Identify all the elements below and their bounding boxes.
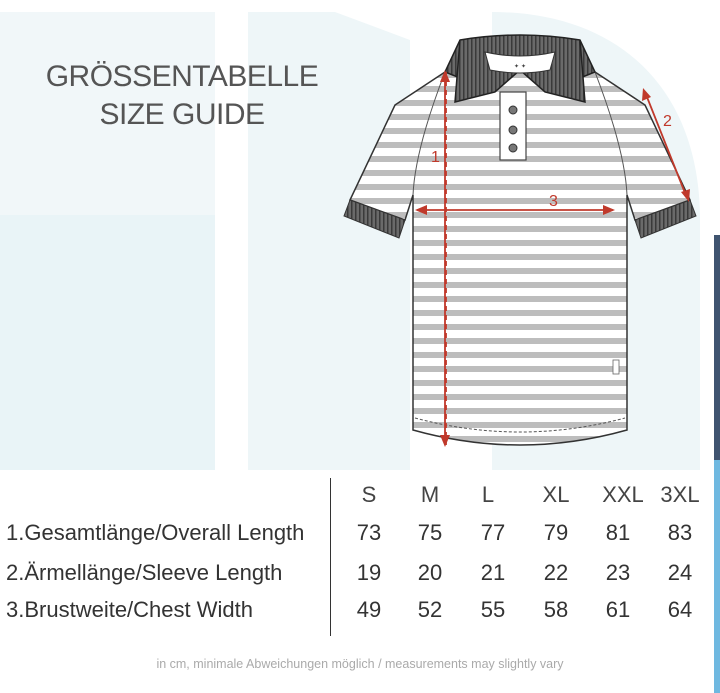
table-cell: 23 [605,560,631,585]
measurement-note: in cm, minimale Abweichungen möglich / measurements may slightly vary [156,657,564,671]
table-cell: 61 [605,597,631,622]
table-cell: 79 [543,520,569,545]
title-english: SIZE GUIDE [99,98,265,131]
table-cell: 19 [356,560,382,585]
measure-label-1: 1 [431,149,440,166]
table-cell: 52 [417,597,443,622]
table-cell: 58 [543,597,569,622]
row-label-sleeve: 2.Ärmellänge/Sleeve Length [6,560,283,585]
table-cell: 22 [543,560,569,585]
table-cell: 64 [667,597,693,622]
size-header-xxl: XXL [602,482,644,507]
size-header-s: S [361,482,377,507]
table-cell: 24 [667,560,693,585]
edge-accent-navy [714,235,720,460]
svg-text:✦ ✦: ✦ ✦ [514,63,526,70]
row-label-length: 1.Gesamtlänge/Overall Length [6,520,305,545]
size-header-xl: XL [542,482,570,507]
size-header-m: M [420,482,440,507]
page-title [22,58,342,134]
row-label-chest: 3.Brustweite/Chest Width [6,597,253,622]
table-cell: 55 [480,597,506,622]
table-cell: 73 [356,520,382,545]
measure-label-2: 2 [663,113,672,130]
table-cell: 77 [480,520,506,545]
table-cell: 81 [605,520,631,545]
polo-shirt-illustration [335,30,705,460]
table-cell: 49 [356,597,382,622]
table-cell: 75 [417,520,443,545]
size-header-3xl: 3XL [660,482,700,507]
table-cell: 21 [480,560,506,585]
size-header-l: L [481,482,495,507]
measure-label-3: 3 [549,193,558,210]
table-cell: 20 [417,560,443,585]
title-german: GRÖSSENTABELLE [45,60,319,93]
table-cell: 83 [667,520,693,545]
table-divider [330,478,331,636]
